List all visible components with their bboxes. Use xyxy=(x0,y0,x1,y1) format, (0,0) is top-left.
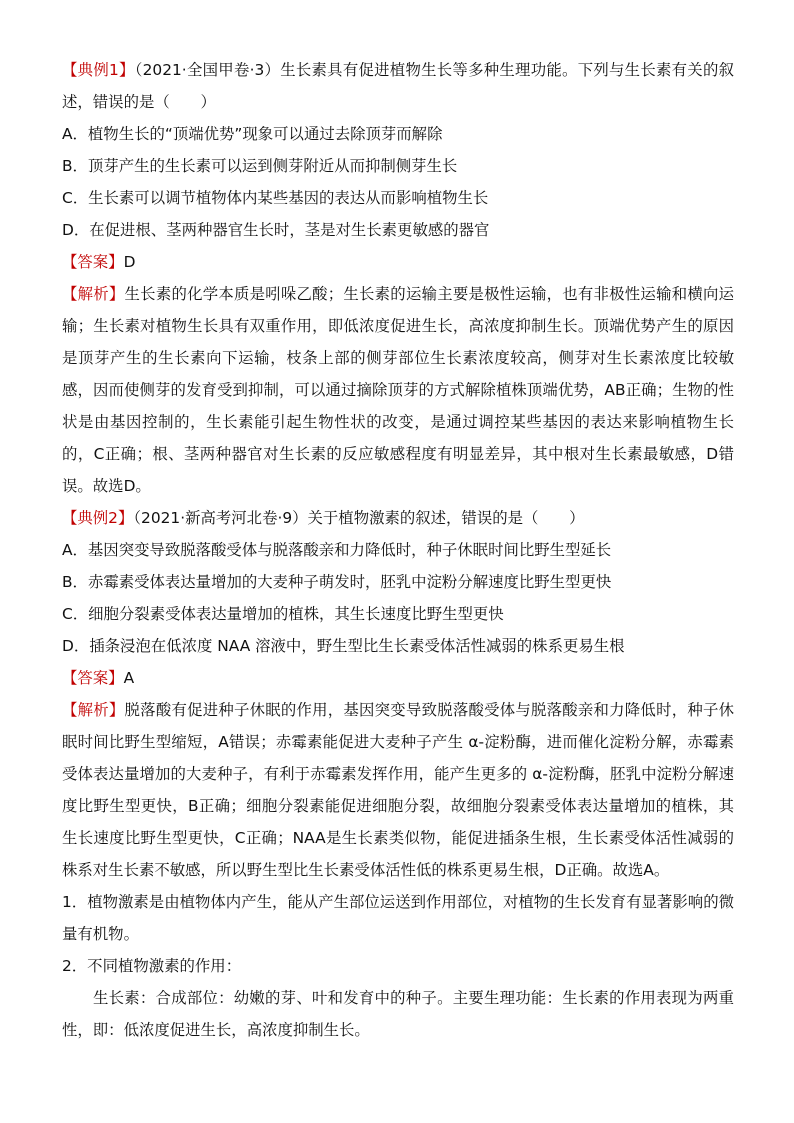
example2-tag: 【典例2】 xyxy=(62,509,134,527)
example1-option-b: B．顶芽产生的生长素可以运到侧芽附近从而抑制侧芽生长 xyxy=(62,157,458,175)
example1-option-c: C．生长素可以调节植物体内某些基因的表达从而影响植物生长 xyxy=(62,189,489,207)
example2-option-b: B．赤霉素受体表达量增加的大麦种子萌发时，胚乳中淀粉分解速度比野生型更快 xyxy=(62,573,612,591)
example1-answer-tag: 【答案】 xyxy=(62,253,124,271)
example1-answer-value: D xyxy=(123,253,136,271)
example1-question xyxy=(62,54,734,118)
example1-answer xyxy=(62,246,734,278)
example1-analysis-tag: 【解析】 xyxy=(62,285,125,303)
example1-option-a: A．植物生长的“顶端优势”现象可以通过去除顶芽而解除 xyxy=(62,125,443,143)
example1-analysis-text: 生长素的化学本质是吲哚乙酸；生长素的运输主要是极性运输，也有非极性运输和横向运输；生长素对植物生长具有双重作用，即低浓度促进生长，高浓度抑制生长。顶端优势产生的原因是顶芽产生的生长素向下运输，枝条上部的侧芽部位生长素浓度较高，侧芽对生长素浓度比较敏感，因而使侧芽的发育受到抑制，可以通过摘除顶芽的方式解除植株顶端优势，AB正确；生物的性状是由基因控制的，生长素能引起生物性状的改变，是通过调控某些基因的表达来影响植物生长的，C正确；根、茎两种器官对生长素的反应敏感程度有明显差异，其中根对生长素最敏感，D错误。故选D。 xyxy=(62,285,734,495)
example2-option-c: C．细胞分裂素受体表达量增加的植株，其生长速度比野生型更快 xyxy=(62,605,504,623)
example2-question-text: （2021·新高考河北卷·9）关于植物激素的叙述，错误的是（ ） xyxy=(133,509,585,527)
example2-answer-value: A xyxy=(123,669,135,687)
document-page xyxy=(62,54,734,1046)
example1-option-d: D．在促进根、茎两种器官生长时，茎是对生长素更敏感的器官 xyxy=(62,221,490,239)
example2-option-a: A．基因突变导致脱落酸受体与脱落酸亲和力降低时，种子休眠时间比野生型延长 xyxy=(62,541,612,559)
example2-analysis-tag: 【解析】 xyxy=(62,701,125,719)
note-auxin: 生长素：合成部位：幼嫩的芽、叶和发育中的种子。主要生理功能：生长素的作用表现为两重性，即：低浓度促进生长，高浓度抑制生长。 xyxy=(62,989,734,1039)
example2-answer xyxy=(62,662,734,694)
example2-question xyxy=(62,502,734,534)
example1-analysis xyxy=(62,278,734,502)
example2-analysis-text: 脱落酸有促进种子休眠的作用，基因突变导致脱落酸受体与脱落酸亲和力降低时，种子休眠时间比野生型缩短，A错误；赤霉素能促进大麦种子产生 α-淀粉酶，进而催化淀粉分解，赤霉素受体表达量增加的大麦种子，有利于赤霉素发挥作用，能产生更多的 α-淀粉酶，胚乳中淀粉分解速度比野生型更快，B正确；细胞分裂素能促进细胞分裂，故细胞分裂素受体表达量增加的植株，其生长速度比野生型更快，C正确；NAA是生长素类似物，能促进插条生根，生长素受体活性减弱的株系对生长素不敏感，所以野生型比生长素受体活性低的株系更易生根，D正确。故选A。 xyxy=(62,701,734,879)
example2-answer-tag: 【答案】 xyxy=(62,669,124,687)
note-point-2: 2．不同植物激素的作用： xyxy=(62,957,242,975)
note-point-1: 1．植物激素是由植物体内产生，能从产生部位运送到作用部位，对植物的生长发育有显著影响的微量有机物。 xyxy=(62,893,734,943)
example2-option-d: D．插条浸泡在低浓度 NAA 溶液中，野生型比生长素受体活性减弱的株系更易生根 xyxy=(62,637,625,655)
example2-analysis xyxy=(62,694,734,886)
example1-question-text: （2021·全国甲卷·3）生长素具有促进植物生长等多种生理功能。下列与生长素有关的叙述，错误的是（ ） xyxy=(62,61,734,111)
example1-tag: 【典例1】 xyxy=(62,61,135,79)
